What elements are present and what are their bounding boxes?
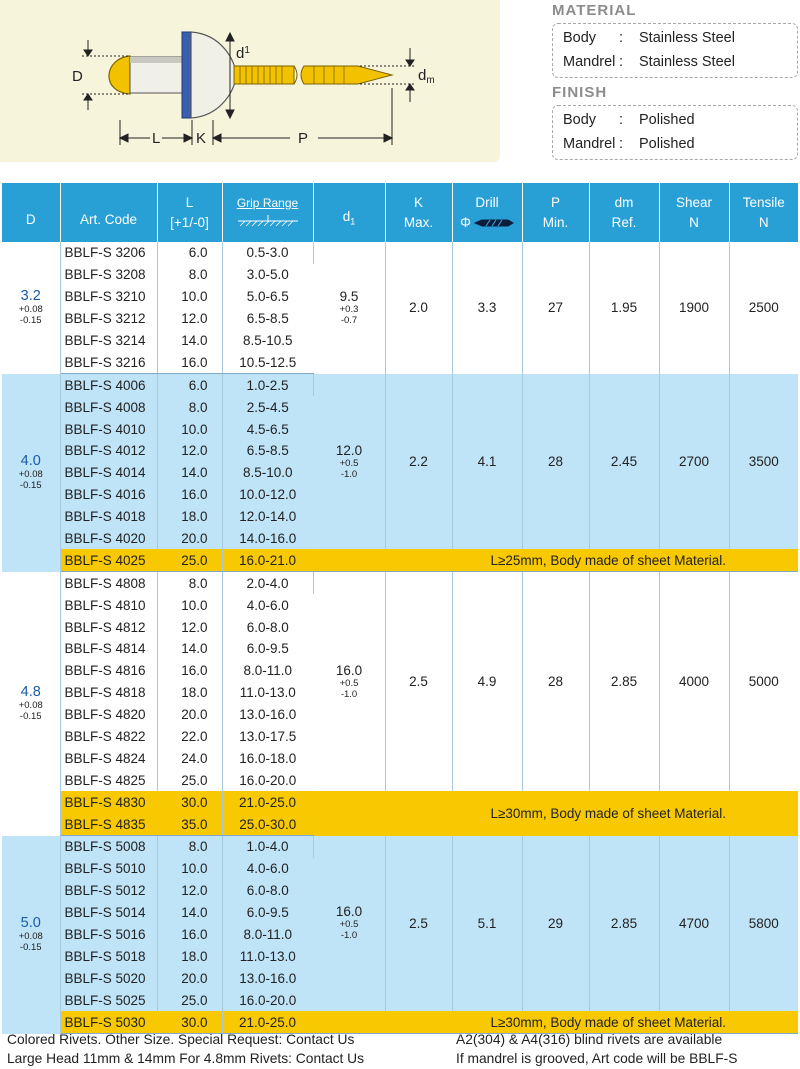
drill-cell: 4.1 (452, 374, 522, 550)
art-code-cell: BBLF-S 5012 (60, 880, 157, 902)
grip-range-cell: 11.0-13.0 (222, 682, 313, 704)
label-P: P (298, 130, 309, 147)
special-note-cell: L≥25mm, Body made of sheet Material. (313, 549, 798, 571)
table-row-highlight (2, 549, 798, 571)
length-cell: 30.0 (157, 791, 222, 813)
dm-ref-cell: 2.45 (589, 374, 659, 550)
diameter-tolerance: +0.08 (18, 700, 43, 712)
head-diameter-value: 9.5 (339, 288, 359, 304)
length-cell: 18.0 (157, 506, 222, 528)
p-min-cell: 28 (522, 374, 589, 550)
art-code-cell: BBLF-S 5020 (60, 967, 157, 989)
diameter-cell (2, 836, 60, 1034)
grip-range-cell: 16.0-20.0 (222, 989, 313, 1011)
length-cell: 8.0 (157, 264, 222, 286)
art-code-cell: BBLF-S 4808 (60, 572, 157, 594)
col-header-art-code: Art. Code (60, 183, 157, 242)
length-cell: 16.0 (157, 484, 222, 506)
length-cell: 18.0 (157, 682, 222, 704)
length-cell: 14.0 (157, 462, 222, 484)
flange-washer-shape (182, 32, 191, 118)
head-diameter (314, 905, 385, 941)
footer-note-grooved-mandrel: If mandrel is grooved, Art code will be BBLF-S (456, 1051, 738, 1066)
grip-range-cell: 6.0-8.0 (222, 616, 313, 638)
material-title: MATERIAL (552, 2, 637, 19)
head-diameter-cell (313, 836, 385, 1012)
head-diameter-cell (313, 572, 385, 791)
art-code-cell: BBLF-S 4820 (60, 704, 157, 726)
length-cell: 12.0 (157, 308, 222, 330)
k-max-cell: 2.2 (385, 374, 452, 550)
k-max-cell: 2.0 (385, 242, 452, 374)
grip-range-cell: 10.0-12.0 (222, 484, 313, 506)
length-cell: 25.0 (157, 769, 222, 791)
art-code-cell: BBLF-S 5010 (60, 858, 157, 880)
grip-range-cell: 8.5-10.5 (222, 330, 313, 352)
grip-range-cell: 8.0-11.0 (222, 660, 313, 682)
art-code-cell: BBLF-S 3216 (60, 351, 157, 373)
footer-right (456, 1030, 737, 1068)
special-note-cell: L≥30mm, Body made of sheet Material. (313, 1011, 798, 1033)
table-row (2, 242, 798, 264)
material-row-body (563, 26, 797, 50)
grip-range-cell: 5.0-6.5 (222, 286, 313, 308)
art-code-cell: BBLF-S 5018 (60, 946, 157, 968)
finish-box (552, 105, 798, 160)
grip-range-cell: 13.0-16.0 (222, 967, 313, 989)
length-cell: 12.0 (157, 880, 222, 902)
head-diameter-tolerance: +0.5 (339, 457, 359, 469)
head-diameter-value: 12.0 (335, 442, 363, 458)
drill-cell: 3.3 (452, 242, 522, 374)
art-code-cell: BBLF-S 4825 (60, 769, 157, 791)
spec-panel (552, 0, 798, 166)
diameter-tolerance: -0.15 (19, 711, 42, 723)
grip-range-cell: 6.5-8.5 (222, 440, 313, 462)
art-code-cell: BBLF-S 4014 (60, 462, 157, 484)
finish-row-body (563, 108, 797, 132)
special-note-cell: L≥30mm, Body made of sheet Material. (313, 791, 798, 835)
grip-range-cell: 12.0-14.0 (222, 506, 313, 528)
length-cell: 14.0 (157, 902, 222, 924)
grip-range-cell: 6.0-9.5 (222, 638, 313, 660)
k-max-cell: 2.5 (385, 572, 452, 791)
diameter-tolerance: -0.15 (19, 942, 42, 954)
head-diameter-cell (313, 374, 385, 550)
table-body (2, 242, 798, 1034)
grip-range-icon (236, 215, 300, 227)
head-diameter-tolerance: +0.3 (339, 303, 359, 315)
art-code-cell: BBLF-S 4008 (60, 396, 157, 418)
label-d1: $d^1$ (236, 45, 250, 62)
length-cell: 16.0 (157, 351, 222, 373)
finish-body-key: Body (563, 112, 597, 128)
label-D: D (72, 68, 83, 85)
length-cell: 20.0 (157, 967, 222, 989)
grip-range-cell: 8.5-10.0 (222, 462, 313, 484)
diameter-cell (2, 572, 60, 836)
material-body-sep: : (619, 30, 624, 46)
tensile-cell: 2500 (729, 242, 798, 374)
finish-body-value: Polished (639, 112, 695, 128)
grip-range-cell: 1.0-2.5 (222, 374, 313, 396)
art-code-cell: BBLF-S 5008 (60, 836, 157, 858)
grip-range-cell: 13.0-16.0 (222, 704, 313, 726)
length-cell: 22.0 (157, 726, 222, 748)
length-cell: 35.0 (157, 813, 222, 835)
grip-range-cell: 14.0-16.0 (222, 528, 313, 550)
dome-head-shape (191, 32, 236, 118)
head-diameter (314, 290, 385, 326)
art-code-cell: BBLF-S 4010 (60, 418, 157, 440)
head-diameter-tolerance: -1.0 (340, 688, 358, 700)
art-code-cell: BBLF-S 4012 (60, 440, 157, 462)
table-row (2, 836, 798, 858)
length-cell: 6.0 (157, 374, 222, 396)
head-diameter-value: 16.0 (335, 662, 363, 678)
rivet-head-shape (109, 56, 130, 94)
art-code-cell: BBLF-S 3212 (60, 308, 157, 330)
length-cell: 14.0 (157, 638, 222, 660)
art-code-cell: BBLF-S 4822 (60, 726, 157, 748)
rivet-diagram (0, 0, 500, 162)
shear-cell: 2700 (659, 374, 729, 550)
footer-left (7, 1030, 364, 1068)
diameter-tolerance: +0.08 (18, 304, 43, 316)
shear-cell: 1900 (659, 242, 729, 374)
grip-range-cell: 8.0-11.0 (222, 924, 313, 946)
label-dm: $d_m$ (418, 67, 435, 86)
diameter (2, 685, 60, 722)
table-row (2, 374, 798, 396)
grip-range-cell: 2.0-4.0 (222, 572, 313, 594)
grip-range-cell: 16.0-20.0 (222, 769, 313, 791)
length-cell: 24.0 (157, 747, 222, 769)
length-cell: 10.0 (157, 594, 222, 616)
length-cell: 10.0 (157, 286, 222, 308)
mandrel-tip-shape (301, 66, 392, 84)
head-diameter-value: 16.0 (335, 904, 363, 920)
art-code-cell: BBLF-S 4018 (60, 506, 157, 528)
diameter (2, 454, 60, 491)
footer-note-colored-rivets: Colored Rivets. Other Size. Special Request: Contact Us (7, 1032, 355, 1047)
art-code-cell: BBLF-S 3214 (60, 330, 157, 352)
footer-note-large-head: Large Head 11mm & 14mm For 4.8mm Rivets: Contact Us (7, 1051, 365, 1066)
art-code-cell: BBLF-S 4835 (60, 813, 157, 835)
p-min-cell: 27 (522, 242, 589, 374)
col-header-dm: dm Ref. (589, 183, 659, 242)
table-row (2, 572, 798, 594)
tensile-cell: 5800 (729, 836, 798, 1012)
label-K: K (196, 130, 207, 147)
finish-body-sep: : (619, 112, 624, 128)
finish-row-mandrel (563, 132, 797, 156)
grip-range-cell: 0.5-3.0 (222, 242, 313, 264)
grip-range-cell: 6.0-9.5 (222, 902, 313, 924)
grip-range-cell: 16.0-18.0 (222, 747, 313, 769)
dimension-LKP (120, 88, 392, 145)
art-code-cell: BBLF-S 4006 (60, 374, 157, 396)
grip-range-cell: 11.0-13.0 (222, 946, 313, 968)
art-code-cell: BBLF-S 5025 (60, 989, 157, 1011)
length-cell: 20.0 (157, 528, 222, 550)
diameter (2, 289, 60, 326)
head-diameter-cell (313, 242, 385, 374)
art-code-cell: BBLF-S 4824 (60, 747, 157, 769)
art-code-cell: BBLF-S 4816 (60, 660, 157, 682)
finish-mandrel-value: Polished (639, 136, 695, 152)
length-cell: 8.0 (157, 836, 222, 858)
phi-symbol: Φ (460, 214, 471, 230)
art-code-cell: BBLF-S 5014 (60, 902, 157, 924)
head-diameter-tolerance: -1.0 (340, 930, 358, 942)
length-cell: 16.0 (157, 660, 222, 682)
length-cell: 25.0 (157, 989, 222, 1011)
col-header-tensile: Tensile N (729, 183, 798, 242)
grip-range-cell: 25.0-30.0 (222, 813, 313, 835)
grip-range-cell: 6.5-8.5 (222, 308, 313, 330)
art-code-cell: BBLF-S 3210 (60, 286, 157, 308)
material-mandrel-key: Mandrel (563, 54, 616, 70)
head-diameter-tolerance: +0.5 (339, 919, 359, 931)
art-code-cell: BBLF-S 5016 (60, 924, 157, 946)
grip-range-cell: 3.0-5.0 (222, 264, 313, 286)
label-L: L (152, 130, 161, 147)
rivet-drawing (0, 0, 500, 162)
art-code-cell: BBLF-S 3208 (60, 264, 157, 286)
col-header-drill: Drill Φ (452, 183, 522, 242)
head-diameter-tolerance: -1.0 (340, 468, 358, 480)
rivet-spec-table (2, 183, 798, 1034)
length-cell: 8.0 (157, 396, 222, 418)
length-cell: 10.0 (157, 858, 222, 880)
rivet-body-shade (130, 57, 184, 63)
art-code-cell: BBLF-S 4016 (60, 484, 157, 506)
dm-ref-cell: 2.85 (589, 572, 659, 791)
p-min-cell: 28 (522, 572, 589, 791)
grip-range-cell: 1.0-4.0 (222, 836, 313, 858)
tensile-cell: 3500 (729, 374, 798, 550)
art-code-cell: BBLF-S 5030 (60, 1011, 157, 1033)
col-header-d1: $d_1$ (313, 183, 385, 242)
diameter-value: 3.2 (20, 288, 41, 305)
material-mandrel-value: Stainless Steel (639, 54, 735, 70)
art-code-cell: BBLF-S 4818 (60, 682, 157, 704)
length-cell: 12.0 (157, 440, 222, 462)
grip-range-cell: 4.0-6.0 (222, 594, 313, 616)
shear-cell: 4000 (659, 572, 729, 791)
length-cell: 10.0 (157, 418, 222, 440)
length-cell: 16.0 (157, 924, 222, 946)
footer-note-a2-a4: A2(304) & A4(316) blind rivets are available (456, 1032, 723, 1047)
art-code-cell: BBLF-S 3206 (60, 242, 157, 264)
drill-cell: 4.9 (452, 572, 522, 791)
diameter-value: 4.0 (20, 453, 41, 470)
col-header-shear: Shear N (659, 183, 729, 242)
grip-range-cell: 21.0-25.0 (222, 1011, 313, 1033)
table-header-row (2, 183, 798, 242)
diameter-cell (2, 374, 60, 572)
art-code-cell: BBLF-S 4830 (60, 791, 157, 813)
art-code-cell: BBLF-S 4025 (60, 549, 157, 571)
head-diameter (314, 664, 385, 700)
drill-bit-icon (474, 218, 514, 228)
grip-range-cell: 13.0-17.5 (222, 726, 313, 748)
table-row-highlight (2, 791, 798, 813)
grip-range-cell: 21.0-25.0 (222, 791, 313, 813)
grip-range-cell: 2.5-4.5 (222, 396, 313, 418)
head-diameter-tolerance: +0.5 (339, 677, 359, 689)
col-header-K: K Max. (385, 183, 452, 242)
material-box (552, 23, 798, 78)
grip-range-cell: 16.0-21.0 (222, 549, 313, 571)
length-cell: 8.0 (157, 572, 222, 594)
material-body-value: Stainless Steel (639, 30, 735, 46)
grip-range-cell: 10.5-12.5 (222, 351, 313, 373)
length-cell: 12.0 (157, 616, 222, 638)
col-header-L: L [+1/-0] (157, 183, 222, 242)
length-cell: 6.0 (157, 242, 222, 264)
diameter-tolerance: +0.08 (18, 469, 43, 481)
col-header-P: P Min. (522, 183, 589, 242)
diameter-value: 5.0 (20, 915, 41, 932)
finish-mandrel-sep: : (619, 136, 624, 152)
length-cell: 30.0 (157, 1011, 222, 1033)
material-mandrel-sep: : (619, 54, 624, 70)
head-diameter (314, 444, 385, 480)
finish-title: FINISH (552, 84, 608, 101)
p-min-cell: 29 (522, 836, 589, 1012)
diameter-value: 4.8 (20, 684, 41, 701)
col-header-D: D (2, 183, 60, 242)
diameter (2, 916, 60, 953)
diameter-tolerance: +0.08 (18, 931, 43, 943)
length-cell: 20.0 (157, 704, 222, 726)
diameter-tolerance: -0.15 (19, 480, 42, 492)
art-code-cell: BBLF-S 4812 (60, 616, 157, 638)
k-max-cell: 2.5 (385, 836, 452, 1012)
grip-range-cell: 4.5-6.5 (222, 418, 313, 440)
drill-cell: 5.1 (452, 836, 522, 1012)
material-body-key: Body (563, 30, 597, 46)
finish-mandrel-key: Mandrel (563, 136, 616, 152)
art-code-cell: BBLF-S 4814 (60, 638, 157, 660)
length-cell: 18.0 (157, 946, 222, 968)
head-diameter-tolerance: -0.7 (340, 314, 358, 326)
col-header-grip-range: Grip Range (222, 183, 313, 242)
length-cell: 25.0 (157, 549, 222, 571)
dm-ref-cell: 2.85 (589, 836, 659, 1012)
grip-range-cell: 6.0-8.0 (222, 880, 313, 902)
shear-cell: 4700 (659, 836, 729, 1012)
material-row-mandrel (563, 50, 797, 74)
length-cell: 14.0 (157, 330, 222, 352)
diameter-tolerance: -0.15 (19, 315, 42, 327)
tensile-cell: 5000 (729, 572, 798, 791)
dm-ref-cell: 1.95 (589, 242, 659, 374)
diameter-cell (2, 242, 60, 374)
art-code-cell: BBLF-S 4020 (60, 528, 157, 550)
art-code-cell: BBLF-S 4810 (60, 594, 157, 616)
grip-range-cell: 4.0-6.0 (222, 858, 313, 880)
